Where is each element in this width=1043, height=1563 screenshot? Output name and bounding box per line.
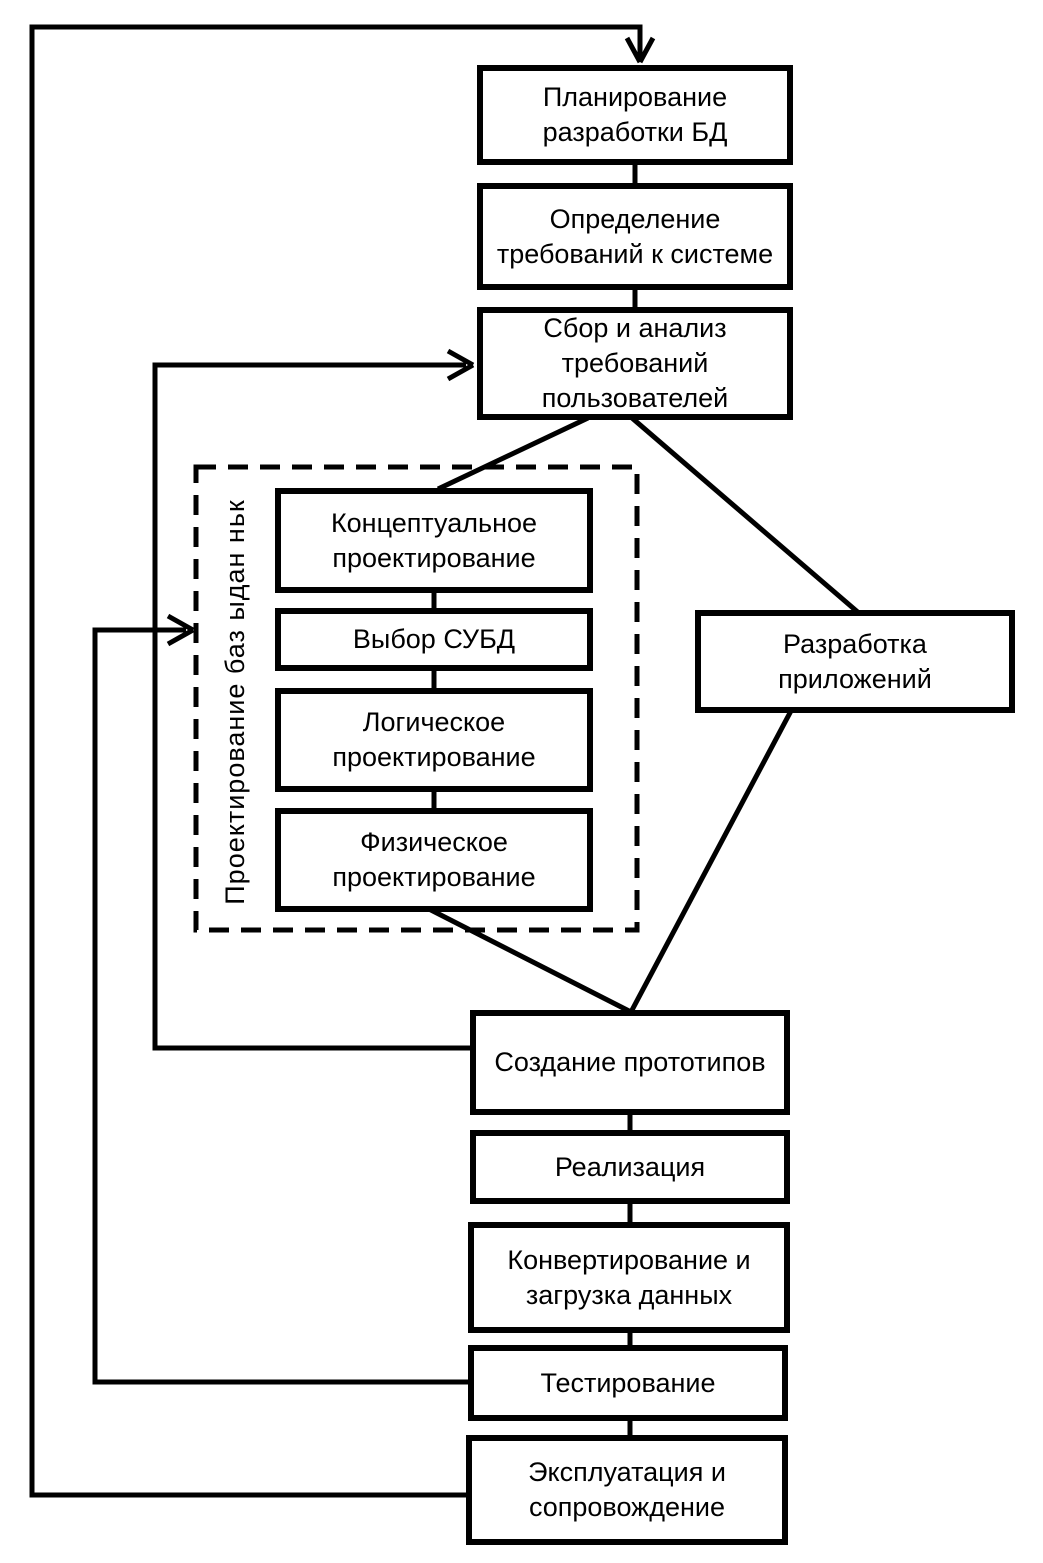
box-app-development [695, 610, 1015, 713]
box-data-conversion [468, 1222, 790, 1333]
box-implementation [470, 1130, 790, 1204]
box-physical-design [275, 808, 593, 912]
box-data-conversion-label: Конвертирование и загрузка данных [507, 1244, 751, 1310]
box-prototyping-label: Создание прототипов [494, 1047, 766, 1077]
box-operation-maintenance [466, 1435, 788, 1545]
box-physical-design-label: Физическое проектирование [332, 827, 536, 892]
box-planning [477, 65, 793, 165]
box-conceptual-design [275, 488, 593, 593]
box-implementation-label: Реализация [554, 1151, 706, 1182]
box-dbms-selection [275, 608, 593, 671]
box-system-requirements-label: Определение требований к системе [496, 203, 774, 269]
box-planning-label: Планирование разработки БД [542, 82, 728, 147]
box-conceptual-design-label: Концептуальное проектирование [330, 507, 538, 573]
box-testing [468, 1345, 788, 1421]
box-app-development-label: Разработка приложений [778, 628, 932, 694]
box-system-requirements [477, 183, 793, 290]
box-operation-maintenance-label: Эксплуатация и сопровождение [528, 1457, 726, 1522]
box-dbms-selection-label: Выбор СУБД [352, 624, 516, 654]
box-prototyping [470, 1010, 790, 1115]
box-logical-design-label: Логическое проектирование [332, 707, 536, 772]
box-logical-design [275, 688, 593, 792]
design-stage-label-text: Проектирование баз ыдан ньк [220, 499, 250, 905]
design-stage-label [220, 467, 260, 937]
box-collect-analyze [477, 307, 793, 420]
box-testing-label: Тестирование [540, 1367, 716, 1398]
box-collect-analyze-label: Сбор и анализ требований пользователей [541, 313, 729, 413]
